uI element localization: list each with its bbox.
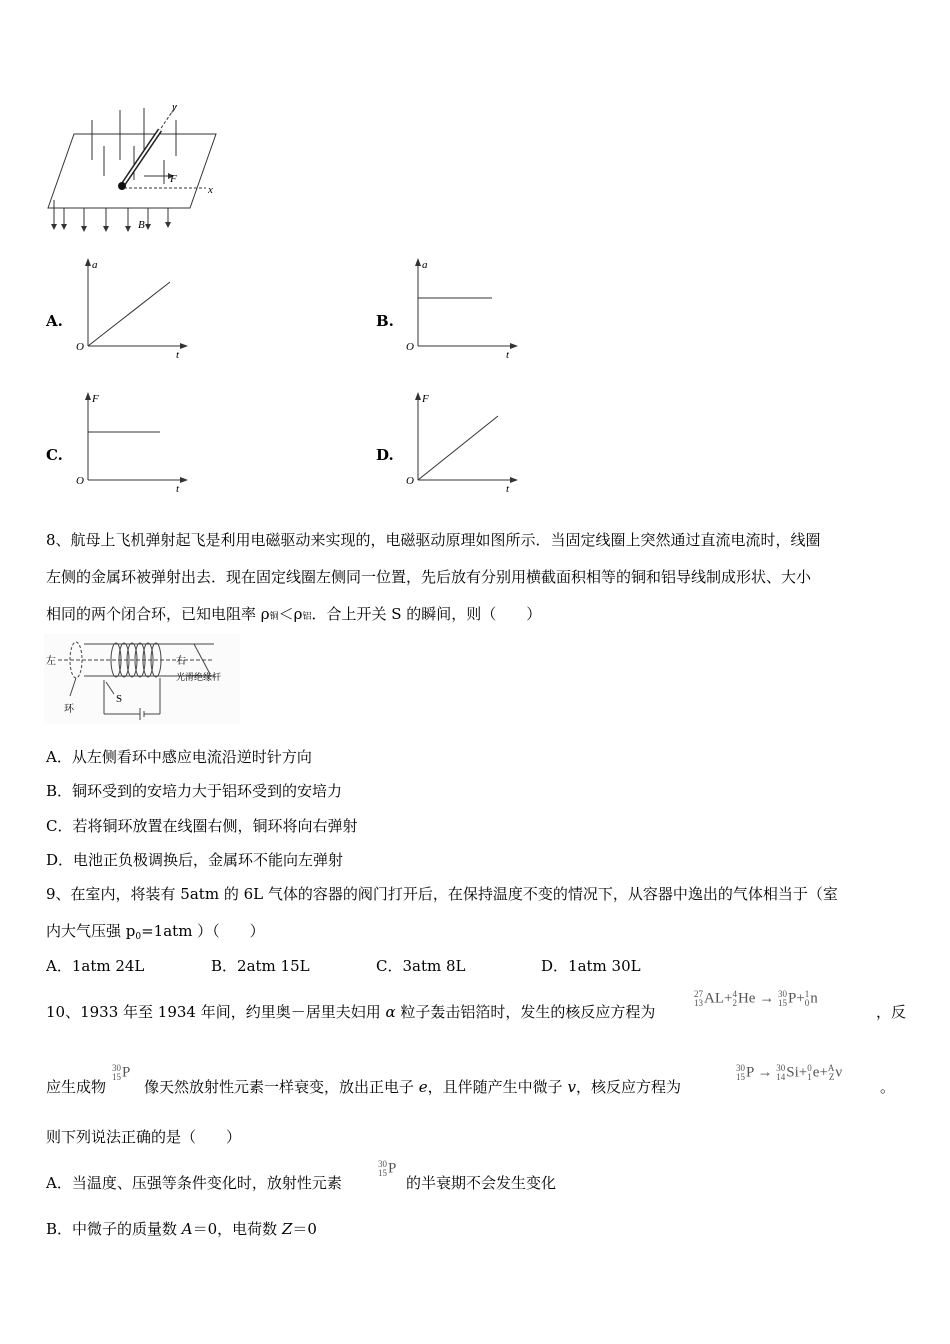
coil-figure (44, 634, 240, 724)
q8-lt: ＜ρ (278, 605, 303, 623)
q8-sub-cu: 铜 (269, 612, 279, 622)
q10-line-3: 则下列说法正确的是（ ） (46, 1128, 242, 1146)
eq1-he: He → (737, 990, 775, 1007)
graph-b-letter: B. (376, 312, 394, 330)
eq2-e-a: 0 (807, 1063, 812, 1073)
coil-right-label: 右 (176, 656, 186, 667)
graph-c-origin: O (76, 475, 84, 487)
eq1-p-a: 30 (777, 989, 787, 999)
q10-option-b-c: ＝0 (292, 1220, 317, 1238)
q9-line-1: 9、在室内，将装有 5atm 的 6L 气体的容器的阀门打开后，在保持温度不变的情况下，从容器中逸出的气体相当于（室 (46, 885, 838, 903)
graph-d-letter: D. (376, 446, 394, 464)
eq2-p-z: 15 (736, 1072, 745, 1082)
q10-option-b-a: B．中微子的质量数 (46, 1220, 182, 1238)
eq2-v-z: Z (828, 1072, 835, 1082)
q10-equation-1 (694, 990, 818, 1008)
q10-line-1-b: 粒子轰击铝箔时，发生的核反应方程为 (395, 1003, 656, 1021)
q8-line-3 (46, 603, 541, 624)
graph-a-xlabel: t (176, 349, 180, 360)
eq2-e: e+ (812, 1064, 828, 1081)
p30-z: 15 (112, 1072, 121, 1082)
q10-p30-nuclide (112, 1064, 130, 1082)
eq2-e-z: 1 (807, 1072, 812, 1082)
q8-line-3-a: 相同的两个闭合环，已知电阻率 ρ (46, 605, 270, 623)
q10-equation-2 (736, 1064, 842, 1082)
q10-option-a-nuclide (378, 1160, 396, 1178)
rod-label: 光滑绝缘杆 (176, 672, 222, 682)
eq1-al-z: 13 (694, 998, 703, 1008)
q8-sub-al: 铝 (302, 612, 312, 622)
eq2-v-a: A (827, 1063, 835, 1073)
eq1-n-a: 1 (804, 989, 810, 999)
q10-line-1-c: ，反 (876, 1003, 907, 1021)
eq2-si-a: 30 (776, 1063, 786, 1073)
graph-c-ylabel: F (92, 393, 99, 405)
graph-b-ylabel: a (422, 259, 428, 271)
graph-a-letter: A. (46, 312, 63, 330)
eq1-p: P+ (787, 990, 805, 1007)
eq1-n-z: 0 (804, 998, 810, 1008)
graph-b (404, 256, 524, 360)
q9-line-2-a: 内大气压强 p (46, 922, 136, 940)
opt-a-p-z: 15 (378, 1168, 387, 1178)
q8-option-b: B．铜环受到的安培力大于铝环受到的安培力 (46, 782, 343, 800)
eq2-si-z: 14 (776, 1072, 786, 1082)
graph-d (404, 390, 524, 494)
q10-option-b-A: A (181, 1220, 193, 1238)
q10-line-2-a: 应生成物 (46, 1078, 107, 1096)
graph-a-origin: O (76, 341, 84, 353)
q9-sub-0: 0 (135, 932, 142, 942)
q9-option-d: D．1atm 30L (541, 957, 641, 975)
q10-option-b-b: ＝0，电荷数 (192, 1220, 282, 1238)
eq1-al-a: 27 (694, 989, 703, 999)
q10-alpha: α (385, 1003, 396, 1021)
q10-line-2-b-text: 像天然放射性元素一样衰变，放出正电子 (144, 1078, 419, 1096)
q10-line-2-e: 。 (880, 1078, 896, 1096)
graph-d-ylabel: F (422, 393, 429, 405)
p30-a: 30 (112, 1063, 121, 1073)
eq2-p-a: 30 (736, 1063, 745, 1073)
q9-option-a: A．1atm 24L (46, 957, 145, 975)
eq1-al: AL+ (704, 990, 733, 1007)
eq1-n: n (810, 990, 818, 1007)
q10-v: v (567, 1078, 576, 1096)
eq2-si: Si+ (786, 1064, 808, 1081)
graph-a-ylabel: a (92, 259, 98, 271)
graph-b-origin: O (406, 341, 414, 353)
y-axis-label: y (172, 101, 177, 113)
q10-option-b (46, 1218, 317, 1239)
eq1-p-z: 15 (777, 998, 787, 1008)
q10-option-b-Z: Z (281, 1220, 293, 1238)
graph-d-xlabel: t (506, 483, 510, 494)
eq2-p: P → (746, 1064, 773, 1081)
graph-c (74, 390, 194, 494)
q8-option-a: A．从左侧看环中感应电流沿逆时针方向 (46, 748, 312, 766)
ring-label: 环 (64, 704, 74, 715)
q8-option-d: D．电池正负极调换后，金属环不能向左弹射 (46, 851, 344, 869)
q8-line-1: 8、航母上飞机弹射起飞是利用电磁驱动来实现的，电磁驱动原理如图所示．当固定线圈上突然通过直流电流时，线圈 (46, 531, 821, 549)
q10-option-a-a: A．当温度、压强等条件变化时，放射性元素 (46, 1174, 342, 1192)
q9-line-2-b: =1atm ）（ ） (141, 922, 265, 940)
q8-line-2: 左侧的金属环被弹射出去．现在固定线圈左侧同一位置，先后放有分别用横截面积相等的铜和铝导线制成形状、大小 (46, 568, 812, 586)
q10-option-a-b: 的半衰期不会发生变化 (406, 1174, 557, 1192)
x-axis-label: x (208, 184, 213, 196)
p30-symbol: P (122, 1064, 131, 1081)
force-label: F (170, 173, 177, 185)
coil-left-label: 左 (46, 656, 56, 667)
q10-e: e (418, 1078, 428, 1096)
eq1-he-z: 2 (732, 998, 737, 1008)
q10-line-2-d: ，核反应方程为 (575, 1078, 681, 1096)
field-label: B (138, 219, 145, 231)
q9-option-b: B．2atm 15L (211, 957, 310, 975)
eq1-he-a: 4 (732, 989, 737, 999)
q10-line-2-c: ，且伴随产生中微子 (427, 1078, 568, 1096)
q8-option-c: C．若将铜环放置在线圈右侧，铜环将向右弹射 (46, 817, 358, 835)
graph-a (74, 256, 194, 360)
q10-line-1-a: 10、1933 年至 1934 年间，约里奥－居里夫妇用 (46, 1003, 386, 1021)
graph-d-origin: O (406, 475, 414, 487)
graph-c-letter: C. (46, 446, 63, 464)
q8-line-3-b: ．合上开关 S 的瞬间，则（ ） (311, 605, 542, 623)
opt-a-p-a: 30 (378, 1159, 387, 1169)
q10-line-2-b (144, 1076, 681, 1097)
eq2-v: ν (835, 1064, 843, 1081)
q10-line-1 (46, 1001, 655, 1022)
q9-option-c: C．3atm 8L (376, 957, 466, 975)
switch-label: S (116, 693, 123, 705)
rail-field-figure (44, 100, 224, 240)
graph-c-xlabel: t (176, 483, 180, 494)
graph-b-xlabel: t (506, 349, 510, 360)
opt-a-p: P (388, 1160, 397, 1177)
q9-line-2 (46, 920, 265, 941)
